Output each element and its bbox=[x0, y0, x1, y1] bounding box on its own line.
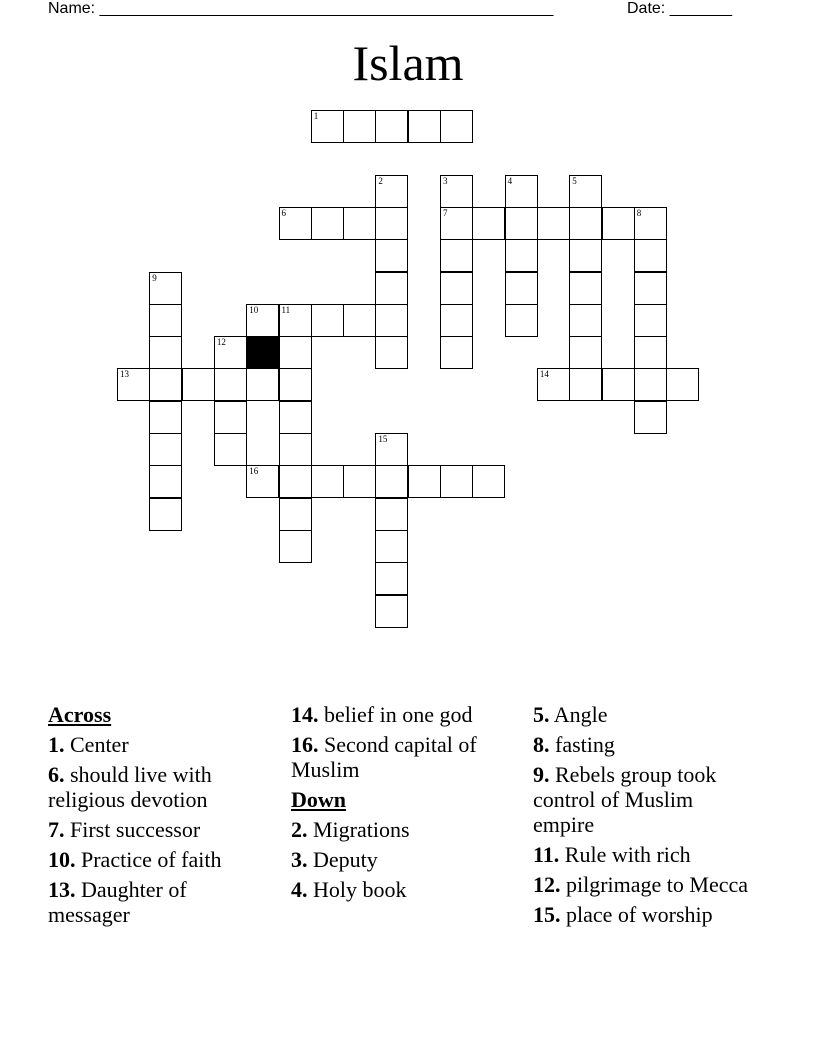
crossword-cell[interactable] bbox=[279, 498, 312, 531]
crossword-cell[interactable] bbox=[569, 272, 602, 305]
clue-number: 14. bbox=[291, 702, 319, 727]
crossword-cell[interactable] bbox=[569, 304, 602, 337]
cell-number: 9 bbox=[152, 272, 157, 283]
crossword-cell[interactable] bbox=[214, 433, 247, 466]
crossword-cell[interactable] bbox=[279, 530, 312, 563]
crossword-cell[interactable] bbox=[117, 368, 150, 401]
crossword-cell[interactable] bbox=[375, 433, 408, 466]
crossword-cell[interactable] bbox=[149, 465, 182, 498]
cell-number: 1 bbox=[313, 111, 319, 121]
crossword-cell[interactable] bbox=[505, 239, 538, 272]
clue-number: 11. bbox=[533, 842, 560, 867]
cell-number: 5 bbox=[572, 175, 577, 186]
clue-text: Holy book bbox=[313, 877, 407, 902]
crossword-cell[interactable] bbox=[149, 368, 182, 401]
crossword-cell[interactable] bbox=[375, 562, 408, 595]
clue-number: 9. bbox=[533, 762, 550, 787]
crossword-cell[interactable] bbox=[440, 175, 473, 208]
clue-number: 12. bbox=[533, 872, 561, 897]
cell-number: 14 bbox=[539, 369, 549, 380]
crossword-cell[interactable] bbox=[279, 304, 312, 337]
date-field[interactable]: Date: _______ bbox=[627, 0, 732, 17]
crossword-cell[interactable] bbox=[214, 336, 247, 369]
crossword-cell[interactable] bbox=[279, 433, 312, 466]
crossword-cell[interactable] bbox=[440, 239, 473, 272]
crossword-cell[interactable] bbox=[408, 465, 441, 498]
cell-number: 15 bbox=[378, 434, 388, 444]
crossword-cell[interactable] bbox=[182, 368, 215, 401]
clue-text: Practice of faith bbox=[81, 847, 222, 872]
crossword-cell[interactable] bbox=[505, 272, 538, 305]
crossword-cell[interactable] bbox=[375, 530, 408, 563]
crossword-cell[interactable] bbox=[149, 336, 182, 369]
crossword-cell[interactable] bbox=[634, 401, 667, 434]
clue-number: 8. bbox=[533, 732, 550, 757]
crossword-cell[interactable] bbox=[375, 110, 408, 143]
clue-text: Daughter of messager bbox=[48, 877, 187, 927]
crossword-cell[interactable] bbox=[569, 368, 602, 401]
down-clue bbox=[533, 902, 751, 927]
clues-column-3 bbox=[533, 702, 751, 932]
crossword-cell[interactable] bbox=[279, 207, 312, 240]
crossword-cell[interactable] bbox=[602, 207, 635, 240]
cell-number: 16 bbox=[249, 466, 259, 477]
crossword-cell[interactable] bbox=[214, 401, 247, 434]
crossword-cell[interactable] bbox=[440, 207, 473, 240]
down-heading: Down bbox=[291, 787, 347, 812]
crossword-cell[interactable] bbox=[311, 110, 344, 143]
clue-text: First successor bbox=[70, 817, 201, 842]
crossword-cell[interactable] bbox=[569, 239, 602, 272]
clue-text: belief in one god bbox=[324, 702, 473, 727]
cell-number: 8 bbox=[636, 207, 642, 218]
crossword-cell[interactable] bbox=[472, 465, 505, 498]
crossword-cell[interactable] bbox=[246, 465, 279, 498]
across-clue bbox=[48, 762, 266, 812]
clue-number: 2. bbox=[291, 817, 308, 842]
down-clue bbox=[533, 732, 751, 757]
across-clue bbox=[48, 817, 266, 842]
down-clue bbox=[291, 877, 509, 902]
cell-number: 4 bbox=[507, 175, 513, 186]
across-heading: Across bbox=[48, 702, 112, 727]
crossword-cell[interactable] bbox=[246, 304, 279, 337]
crossword-cell[interactable] bbox=[537, 207, 570, 240]
clue-text: Second capital of Muslim bbox=[291, 732, 477, 782]
name-field[interactable]: Name: ___________________________________________________ bbox=[48, 0, 554, 17]
crossword-cell[interactable] bbox=[505, 304, 538, 337]
cell-number: 7 bbox=[443, 207, 448, 218]
clue-number: 5. bbox=[533, 702, 550, 727]
down-clue bbox=[533, 842, 751, 867]
crossword-cell[interactable] bbox=[472, 207, 505, 240]
crossword-cell[interactable] bbox=[279, 465, 312, 498]
crossword-cell[interactable] bbox=[343, 465, 376, 498]
crossword-cell[interactable] bbox=[569, 336, 602, 369]
clue-number: 1. bbox=[48, 732, 65, 757]
puzzle-title: Islam bbox=[352, 35, 464, 91]
clue-text: Migrations bbox=[313, 817, 410, 842]
crossword-cell[interactable] bbox=[666, 368, 699, 401]
crossword-cell[interactable] bbox=[375, 465, 408, 498]
down-clue bbox=[291, 817, 509, 842]
clues-column-2 bbox=[291, 702, 509, 907]
crossword-cell[interactable] bbox=[440, 110, 473, 143]
clue-text: Angle bbox=[553, 702, 608, 727]
crossword-cell[interactable] bbox=[311, 207, 344, 240]
crossword-cell[interactable] bbox=[634, 304, 667, 337]
crossword-cell[interactable] bbox=[505, 175, 538, 208]
clue-text: Rebels group took control of Muslim empire bbox=[533, 762, 717, 837]
cell-number: 3 bbox=[443, 175, 448, 186]
clue-number: 4. bbox=[291, 877, 308, 902]
across-clue bbox=[48, 732, 266, 757]
crossword-cell[interactable] bbox=[375, 272, 408, 305]
down-clue bbox=[533, 872, 751, 897]
crossword-cell[interactable] bbox=[343, 207, 376, 240]
crossword-cell[interactable] bbox=[149, 401, 182, 434]
crossword-cell[interactable] bbox=[149, 498, 182, 531]
crossword-cell[interactable] bbox=[375, 175, 408, 208]
blocked-cell bbox=[246, 336, 279, 369]
clue-text: fasting bbox=[555, 732, 615, 757]
clue-text: Rule with rich bbox=[564, 842, 691, 867]
crossword-cell[interactable] bbox=[569, 207, 602, 240]
crossword-cell[interactable] bbox=[440, 304, 473, 337]
crossword-cell[interactable] bbox=[375, 304, 408, 337]
across-clue bbox=[48, 877, 266, 927]
crossword-cell[interactable] bbox=[375, 595, 408, 628]
clue-number: 16. bbox=[291, 732, 319, 757]
crossword-cell[interactable] bbox=[375, 336, 408, 369]
clue-text: place of worship bbox=[566, 902, 713, 927]
crossword-cell[interactable] bbox=[634, 272, 667, 305]
clue-number: 3. bbox=[291, 847, 308, 872]
cell-number: 10 bbox=[249, 304, 259, 315]
crossword-cell[interactable] bbox=[634, 239, 667, 272]
crossword-cell[interactable] bbox=[505, 207, 538, 240]
clue-number: 10. bbox=[48, 847, 76, 872]
crossword-cell[interactable] bbox=[279, 336, 312, 369]
crossword-cell[interactable] bbox=[440, 336, 473, 369]
crossword-cell[interactable] bbox=[311, 465, 344, 498]
down-clue bbox=[533, 762, 751, 837]
clue-text: Center bbox=[70, 732, 129, 757]
down-clue bbox=[291, 847, 509, 872]
crossword-cell[interactable] bbox=[375, 207, 408, 240]
crossword-cell[interactable] bbox=[214, 368, 247, 401]
crossword-cell[interactable] bbox=[634, 336, 667, 369]
across-clue bbox=[48, 847, 266, 872]
clue-number: 7. bbox=[48, 817, 65, 842]
crossword-cell[interactable] bbox=[279, 401, 312, 434]
crossword-cell[interactable] bbox=[149, 272, 182, 305]
crossword-cell[interactable] bbox=[537, 368, 570, 401]
down-clue bbox=[533, 702, 751, 727]
crossword-cell[interactable] bbox=[569, 175, 602, 208]
crossword-cell[interactable] bbox=[440, 272, 473, 305]
crossword-cell[interactable] bbox=[634, 207, 667, 240]
crossword-cell[interactable] bbox=[602, 368, 635, 401]
clue-number: 6. bbox=[48, 762, 65, 787]
clues-column-1 bbox=[48, 702, 266, 932]
crossword-cell[interactable] bbox=[246, 368, 279, 401]
crossword-cell[interactable] bbox=[375, 239, 408, 272]
cell-number: 6 bbox=[281, 207, 286, 218]
crossword-cell[interactable] bbox=[343, 304, 376, 337]
crossword-cell[interactable] bbox=[311, 304, 344, 337]
clue-text: should live with religious devotion bbox=[48, 762, 212, 812]
crossword-cell[interactable] bbox=[149, 304, 182, 337]
crossword-cell[interactable] bbox=[279, 368, 312, 401]
across-clue bbox=[291, 702, 509, 727]
crossword-cell[interactable] bbox=[343, 110, 376, 143]
crossword-cell[interactable] bbox=[634, 368, 667, 401]
clue-number: 15. bbox=[533, 902, 561, 927]
crossword-cell[interactable] bbox=[440, 465, 473, 498]
cell-number: 12 bbox=[216, 337, 226, 348]
cell-number: 13 bbox=[120, 369, 129, 380]
crossword-cell[interactable] bbox=[375, 498, 408, 531]
clue-number: 13. bbox=[48, 877, 76, 902]
crossword-cell[interactable] bbox=[149, 433, 182, 466]
clue-text: pilgrimage to Mecca bbox=[566, 872, 749, 897]
cell-number: 11 bbox=[281, 304, 291, 315]
cell-number: 2 bbox=[378, 175, 383, 186]
crossword-cell[interactable] bbox=[408, 110, 441, 143]
across-clue bbox=[291, 732, 509, 782]
clue-text: Deputy bbox=[313, 847, 378, 872]
